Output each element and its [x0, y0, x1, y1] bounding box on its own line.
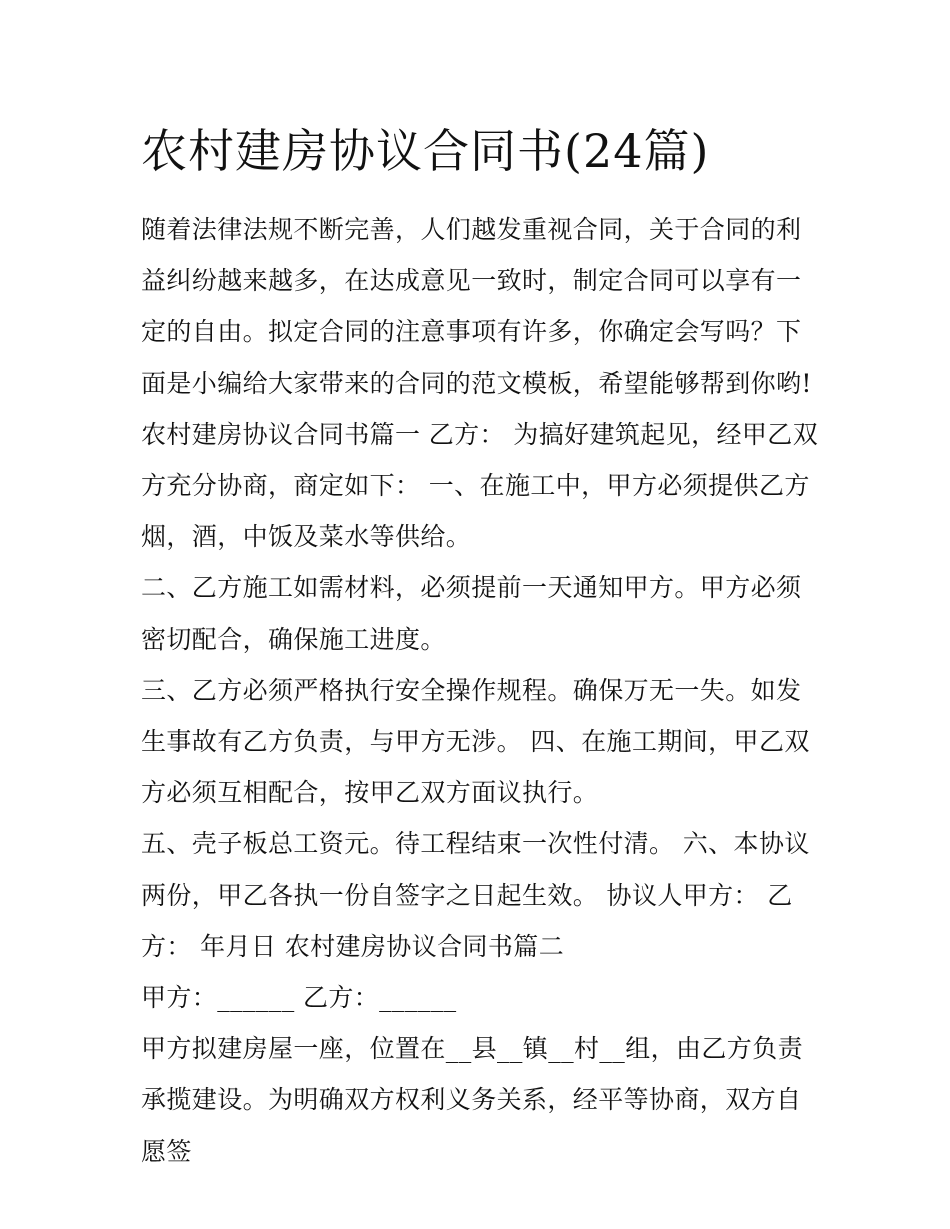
paragraph-section-two-intro: 甲方拟建房屋一座，位置在__县__镇__村__组，由乙方负责承揽建设。为明确双方权利义务关系，经平等协商，双方自愿签 — [141, 1034, 804, 1166]
document-page — [141, 112, 821, 1177]
paragraph-clause-five-six: 五、壳子板总工资元。待工程结束一次性付清。 六、本协议两份，甲乙各执一份自签字之日起生效。 协议人甲方： 乙方： 年月日 农村建房协议合同书篇二 — [141, 829, 810, 961]
paragraph-section-one: 农村建房协议合同书篇一 乙方： 为搞好建筑起见，经甲乙双方充分协商，商定如下： 一、在施工中，甲方必须提供乙方烟，酒，中饭及菜水等供给。 — [141, 419, 819, 552]
document-title: 农村建房协议合同书(24篇) — [141, 124, 710, 178]
paragraph-parties: 甲方：______ 乙方：______ — [141, 983, 457, 1013]
paragraph-intro: 随着法律法规不断完善，人们越发重视合同，关于合同的利益纠纷越来越多，在达成意见一致时，制定合同可以享有一定的自由。拟定合同的注意事项有许多，你确定会写吗？下面是小编给大家带来的合同的范文模板，希望能够帮到你哟! — [141, 215, 812, 398]
paragraph-clause-three-four: 三、乙方必须严格执行安全操作规程。确保万无一失。如发生事故有乙方负责，与甲方无涉。 四、在施工期间，甲乙双方必须互相配合，按甲乙双方面议执行。 — [141, 675, 810, 808]
paragraph-clause-two: 二、乙方施工如需材料，必须提前一天通知甲方。甲方必须密切配合，确保施工进度。 — [141, 573, 802, 654]
